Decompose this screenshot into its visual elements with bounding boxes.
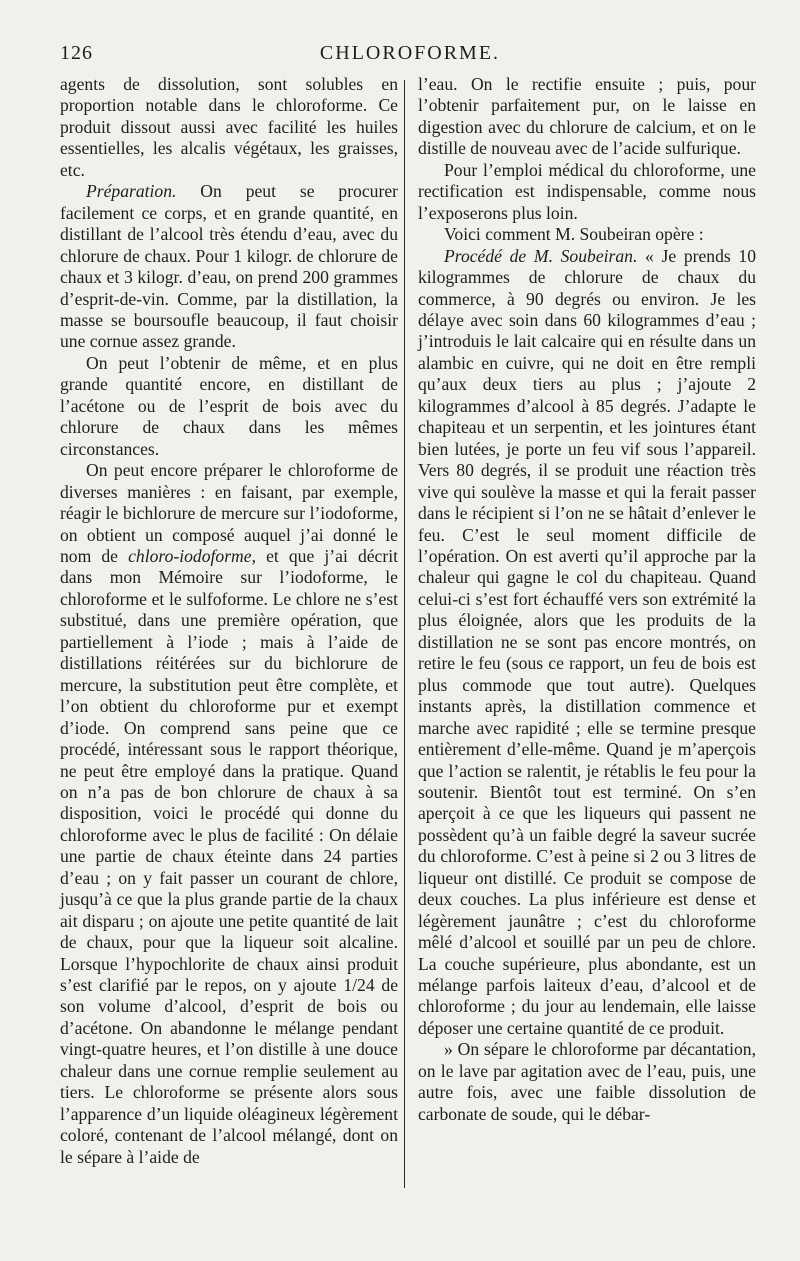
paragraph-text: « Je prends 10 kilogrammes de chlorure de chaux du commerce, à 90 degrés ou environ. Je les délaye avec soin dans 60 kilogrammes d’eau ; j’introduis le lait calcaire qui en résulte dans un alambic en cuivre, qui ne doit en être rempli qu’aux deux tiers au plus ; j’ajoute 2 kilogrammes d’alcool à 85 degrés. J’adapte le chapiteau et un serpentin, et les jointures étant bien lutées, je porte un feu vif sous l’appareil. Vers 80 degrés, il se produit une réaction très vive qui soulève la masse et qui la ferait passer dans le récipient si l’on ne se hâtait d’enlever le feu. C’est le seul moment difficile de l’opération. On est averti qu’il approche par la chaleur qui gagne le col du chapiteau. Quand celui-ci s’est fort échauffé vers son extrémité la plus éloignée, alors que les produits de la distillation ne se sont pas encore montrés, on retire le feu (sous ce rapport, un feu de bois est plus commode que tout autre). Quelques instants après, la distillation commence et marche avec rapidité ; elle se termine presque entièrement d’elle-même. Quand je m’aperçois que l’action se ralentit, je rétablis le feu pour la soutenir. Bientôt tout est terminé. On s’en aperçoit à ce que les liqueurs qui passent ne possèdent qu’à un faible degré la saveur sucrée du chloroforme. C’est à peine si 2 ou 3 litres de liqueur ont distillé. Ce produit se compose de deux couches. La plus inférieure est dense et légèrement jaunâtre ; c’est du chloroforme mêlé d’alcool et souillé par un peu de chlore. La couche supérieure, plus abondante, est un mélange parfois laiteux d’eau, d’alcool et de chloroforme ; du jour au lendemain, elle laisse déposer une certaine quantité de ce produit. (418, 245, 756, 1038)
paragraph-text: On peut se procurer facilement ce corps, et en grande quantité, en distillant de l’alcool très étendu d’eau, avec du chlorure de chaux. Pour 1 kilogr. de chlorure de chaux et 3 kilogr. d’eau, on prend 200 grammes d’esprit-de-vin. Comme, par la distillation, la masse se boursoufle beaucoup, il faut choisir une cornue assez grande. (60, 181, 398, 352)
paragraph: agents de dissolution, sont solubles en proportion notable dans le chloroforme. Ce produit dissout aussi avec facilité les huiles essentielles, les alcalis végétaux, les graisses, etc. (60, 74, 398, 180)
column-divider (404, 80, 405, 1188)
italic-term: chloro-iodoforme (128, 545, 252, 566)
right-column (418, 74, 756, 1125)
paragraph (418, 246, 756, 1040)
paragraph: » On sépare le chloroforme par décantation, on le lave par agitation avec de l’eau, puis, une autre fois, avec une faible dissolution de carbonate de soude, qui le débar- (418, 1039, 756, 1124)
page-number: 126 (60, 42, 93, 64)
paragraph: Pour l’emploi médical du chloroforme, une rectification est indispensable, comme nous l’exposerons plus loin. (418, 159, 756, 223)
paragraph-text: , et que j’ai décrit dans mon Mémoire sur l’iodoforme, le chloroforme et le sulfoforme. Le chlore ne s’est substitué, dans une première opération, que partiellement à l’iode ; mais à l’aide de distillations réitérées sur du bichlorure de mercure, la substitution peut être complète, et l’on obtient du chloroforme pur et exempt d’iode. On comprend sans peine que ce procédé, intéressant sous le rapport théorique, ne peut être employé dans la pratique. Quand on n’a pas de bon chlorure de chaux à sa disposition, voici le procédé qui donne du chloroforme avec le plus de facilité : On délaie une partie de chaux éteinte dans 24 parties d’eau ; on y fait passer un courant de chlore, jusqu’à ce que la plus grande partie de la chaux ait disparu ; on ajoute une petite quantité de lait de chaux, pour que la liqueur soit alcaline. Lorsque l’hypochlorite de chaux ainsi produit s’est clarifié par le repos, on y ajoute 1/24 de son volume d’alcool, d’esprit de bois ou d’acétone. On abandonne le mélange pendant vingt-quatre heures, et l’on distille à une douce chaleur dans une cornue remplie seulement au tiers. Le chloroforme se présente alors sous l’apparence d’un liquide oléagineux légèrement coloré, contenant de l’alcool mélangé, dont on le sépare à l’aide de (60, 545, 398, 1167)
running-title: CHLOROFORME. (319, 42, 501, 64)
section-label: Préparation. (86, 181, 177, 202)
left-column (60, 74, 398, 1168)
paragraph-text: On peut encore préparer le chloroforme de diverses manières : en faisant, par exemple, réagir le bichlorure de mercure sur l’iodoforme, on obtient un composé auquel j’ai donné le nom de (60, 460, 398, 566)
paragraph: Voici comment M. Soubeiran opère : (444, 224, 704, 245)
section-label: Procédé de M. Soubeiran. (444, 245, 638, 266)
running-head (60, 42, 760, 70)
paragraph (60, 181, 398, 353)
paragraph: On peut l’obtenir de même, et en plus grande quantité encore, en distillant de l’acétone ou de l’esprit de bois avec du chlorure de chaux dans les mêmes circonstances. (60, 352, 398, 459)
paragraph (60, 460, 398, 1168)
paragraph: l’eau. On le rectifie ensuite ; puis, pour l’obtenir parfaitement pur, on le laisse en digestion avec du chlorure de calcium, et on le distille de nouveau avec de l’acide sulfurique. (418, 74, 756, 159)
